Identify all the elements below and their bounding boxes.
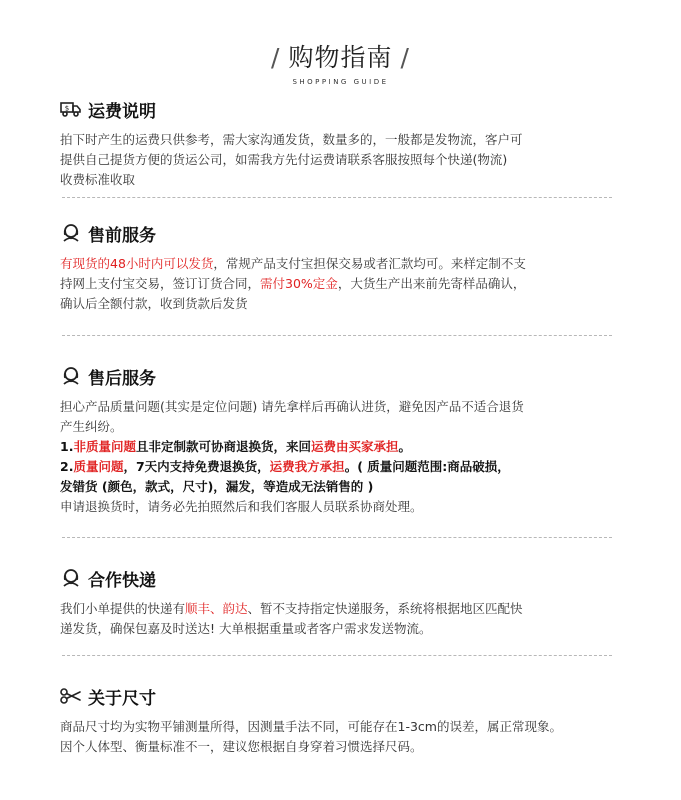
section-divider — [62, 655, 612, 656]
title-text: 购物指南 — [288, 43, 393, 72]
list-number: 1. — [60, 439, 74, 454]
section-body — [60, 717, 620, 757]
highlight-text: 质量问题 — [73, 459, 124, 474]
body-line: 确认后全额付款，收到货款后发货 — [60, 296, 248, 311]
section-title: 合作快递 — [88, 570, 156, 591]
section-divider — [62, 537, 612, 538]
body-text: 。( 质量问题范围:商品破损， — [344, 459, 510, 474]
body-line: 收费标准收取 — [60, 172, 136, 187]
section-header — [60, 220, 620, 246]
scissors-icon — [60, 686, 82, 706]
section-title: 运费说明 — [88, 101, 156, 122]
title-slash-right: / — [400, 43, 410, 72]
body-line-bold — [60, 457, 620, 477]
section-header — [60, 363, 620, 389]
list-number: 2. — [60, 459, 74, 474]
body-line: 提供自己提货方便的货运公司，如需我方先付运费请联系客服按照每个快递(物流) — [60, 152, 508, 167]
section-header — [60, 96, 620, 122]
section-body — [60, 130, 620, 190]
section-divider — [62, 197, 612, 198]
body-line: 拍下时产生的运费只供参考，需大家沟通发货，数量多的，一般都是发物流，客户可 — [60, 132, 523, 147]
section-body — [60, 254, 620, 314]
page-subtitle: SHOPPING GUIDE — [292, 78, 389, 86]
body-line: 因个人体型、衡量标准不一，建议您根据自身穿着习惯选择尺码。 — [60, 739, 423, 754]
section-body — [60, 599, 620, 639]
body-line: 申请退换货时，请务必先拍照然后和我们客服人员联系协商处理。 — [60, 499, 423, 514]
section-after-sales — [60, 363, 620, 517]
customer-service-icon — [60, 568, 82, 588]
customer-service-icon — [60, 223, 82, 243]
body-text: 持网上支付宝交易，签订订货合同， — [60, 276, 261, 291]
page-header — [0, 38, 681, 86]
highlight-text: 顺丰、韵达 — [185, 601, 248, 616]
body-text: 。 — [398, 439, 412, 454]
section-title: 售前服务 — [88, 225, 156, 246]
highlight-text: 非质量问题 — [73, 439, 136, 454]
body-line — [60, 599, 620, 619]
section-pre-sales — [60, 220, 620, 314]
body-line: 递发货，确保包嘉及时送达! 大单根据重量或者客户需求发送物流。 — [60, 621, 432, 636]
body-text: 、暂不支持指定快递服务，系统将根据地区匹配快 — [247, 601, 523, 616]
section-divider — [62, 335, 612, 336]
body-line: 担心产品质量问题(其实是定位问题) 请先拿样后再确认进货，避免因产品不适合退货 — [60, 399, 524, 414]
body-line: 产生纠纷。 — [60, 419, 123, 434]
section-body — [60, 397, 620, 517]
title-slash-left: / — [271, 43, 281, 72]
body-line-bold: 发错货 (颜色，款式，尺寸)，漏发，等造成无法销售的 ) — [60, 479, 374, 494]
body-line — [60, 254, 620, 274]
body-text: 我们小单提供的快递有 — [60, 601, 186, 616]
body-text: 且非定制款可协商退换货，来回 — [135, 439, 311, 454]
section-sizing — [60, 683, 620, 757]
body-text: ，大货生产出来前先寄样品确认， — [337, 276, 526, 291]
section-header — [60, 565, 620, 591]
body-line: 商品尺寸均为实物平铺测量所得，因测量手法不同，可能存在1-3cm的误差，属正常现象。 — [60, 719, 562, 734]
body-text: ，常规产品支付宝担保交易或者汇款均可。来样定制不支 — [213, 256, 526, 271]
highlight-text: 运费我方承担 — [269, 459, 345, 474]
section-title: 关于尺寸 — [88, 688, 156, 709]
customer-service-icon — [60, 366, 82, 386]
body-line-bold — [60, 437, 620, 457]
section-header — [60, 683, 620, 709]
highlight-text: 有现货的48小时内可以发货 — [60, 256, 214, 271]
highlight-text: 运费由买家承担 — [310, 439, 399, 454]
highlight-text: 需付30%定金 — [260, 276, 338, 291]
svg-text:$: $ — [64, 104, 70, 113]
delivery-truck-icon — [60, 99, 82, 119]
section-title: 售后服务 — [88, 368, 156, 389]
body-text: ，7天内支持免费退换货， — [123, 459, 270, 474]
body-line — [60, 274, 620, 294]
page-title — [0, 38, 681, 74]
section-couriers — [60, 565, 620, 639]
section-shipping-fee — [60, 96, 620, 190]
